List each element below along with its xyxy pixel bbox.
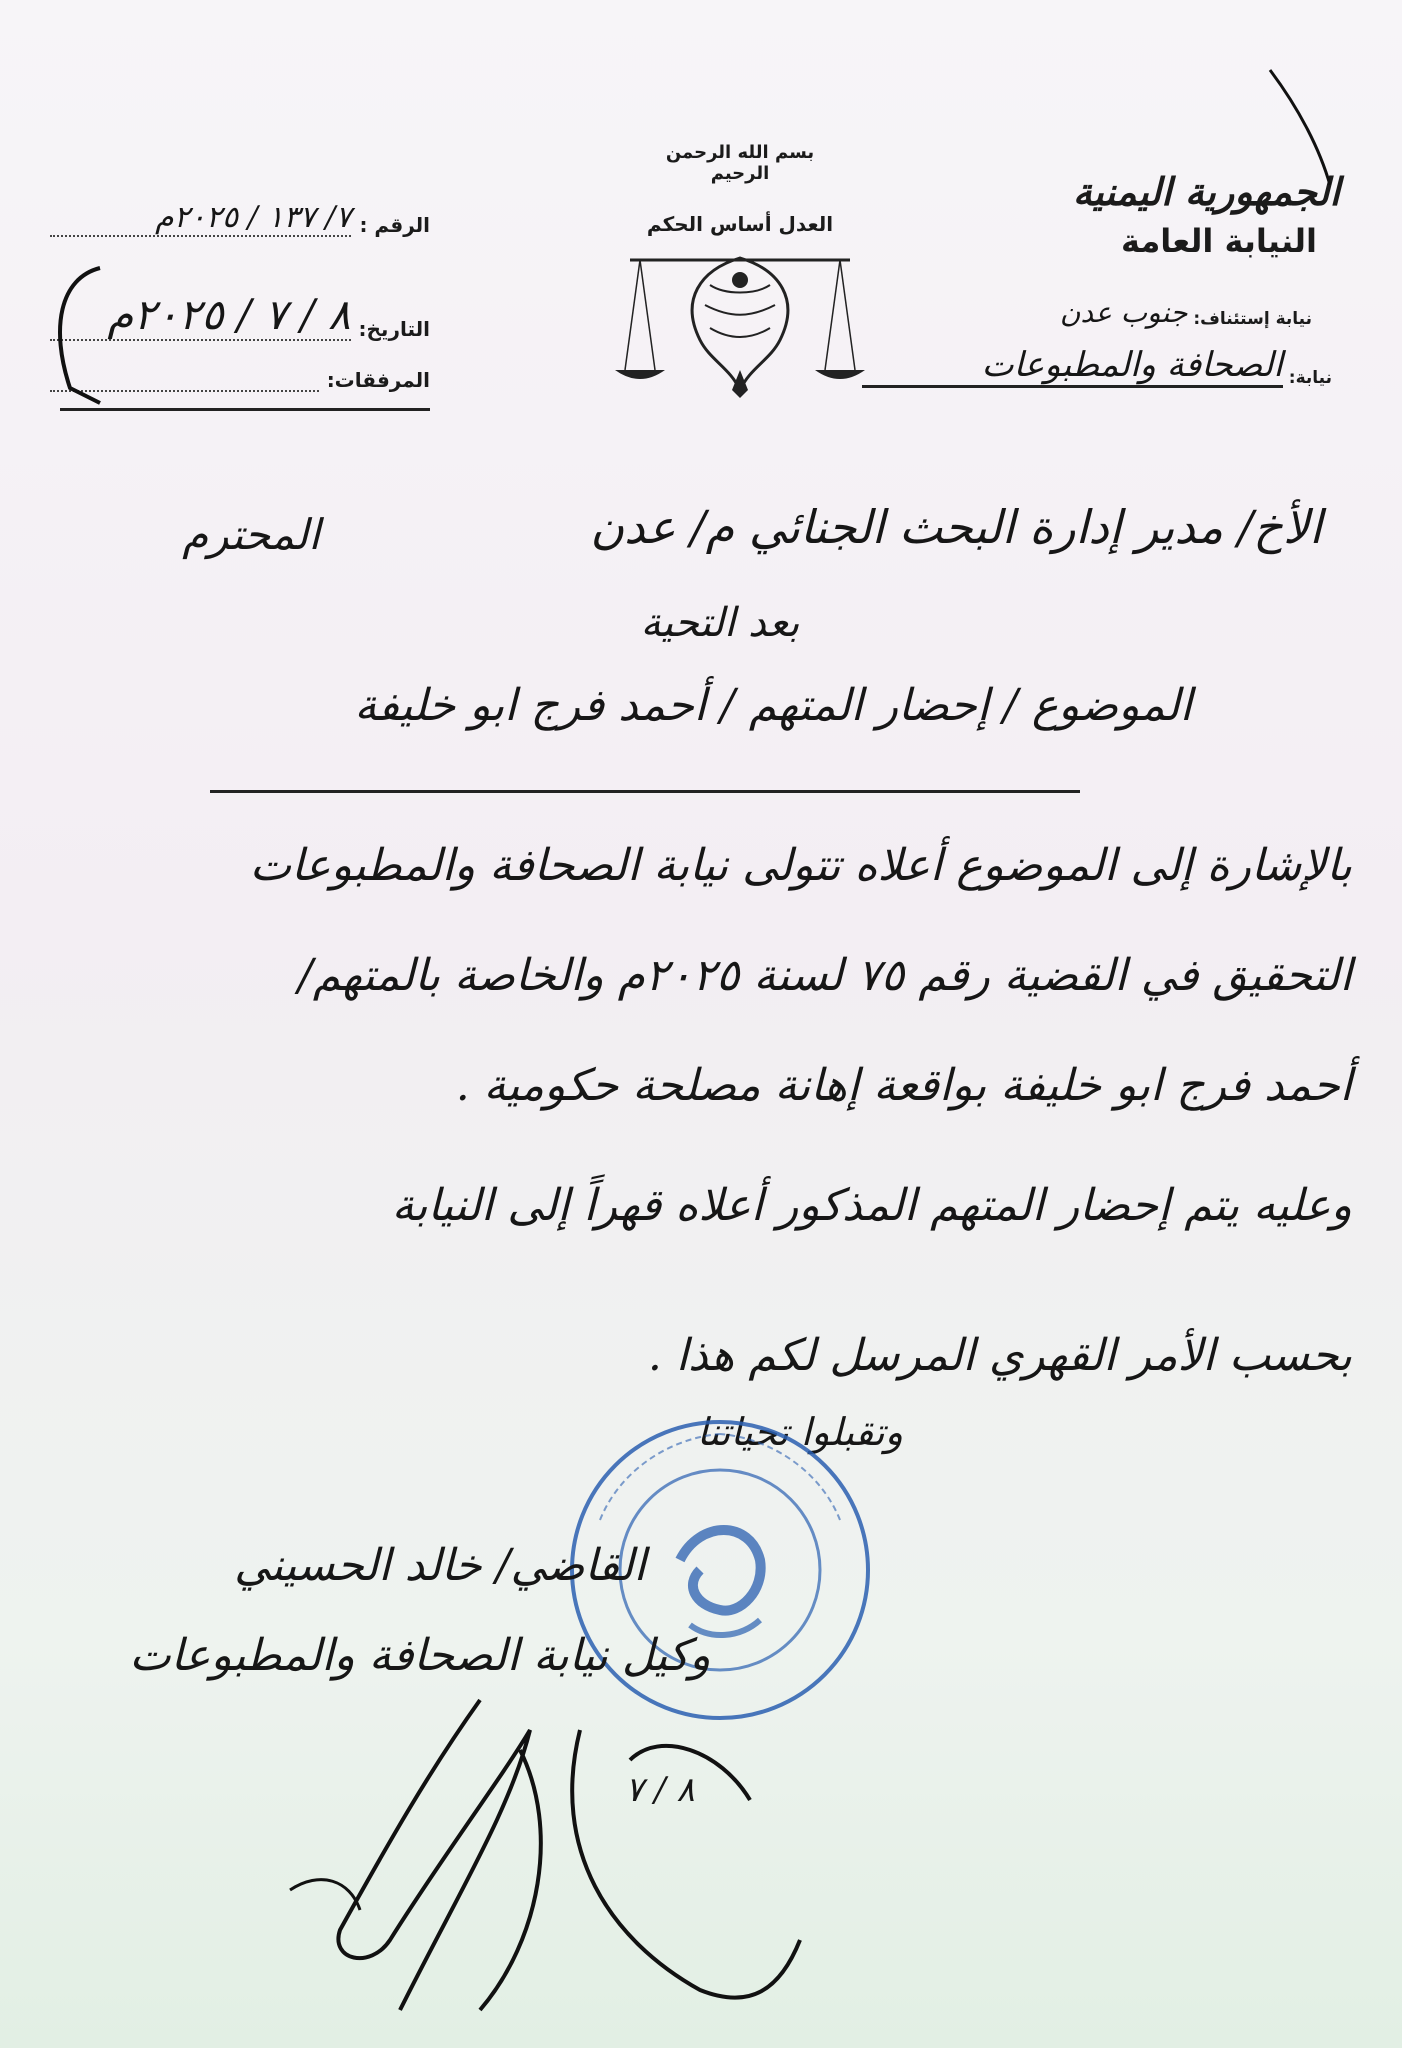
office-row [862, 345, 1332, 388]
subject-line: الموضوع / إحضار المتهم / أحمد فرج ابو خليفة [354, 680, 1192, 731]
date-value: ٨ / ٧ / ٢٠٢٥م [50, 290, 351, 341]
closing: وتقبلوا تحياتنا [696, 1410, 904, 1454]
country-title: الجمهورية اليمنية [1072, 170, 1340, 214]
recipient-line: الأخ/ مدير إدارة البحث الجنائي م/ عدن [590, 500, 1322, 554]
emblem-scales-eagle-icon [610, 240, 870, 400]
appeal-row [962, 296, 1312, 329]
office-value: الصحافة والمطبوعات [862, 345, 1283, 388]
signatory-name: القاضي/ خالد الحسيني [234, 1540, 646, 1591]
number-row [50, 200, 430, 237]
body-line: بحسب الأمر القهري المرسل لكم هذا . [647, 1330, 1352, 1381]
appeal-value: جنوب عدن [1059, 296, 1188, 329]
body-line: التحقيق في القضية رقم ٧٥ لسنة ٢٠٢٥م والخاصة بالمتهم/ [298, 950, 1352, 1001]
body-line: بالإشارة إلى الموضوع أعلاه تتولى نيابة الصحافة والمطبوعات [249, 840, 1352, 891]
motto: العدل أساس الحكم [646, 212, 834, 236]
signature-date: ٨ / ٧ [625, 1770, 695, 1810]
date-bracket-stroke [40, 258, 110, 408]
greeting: بعد التحية [640, 600, 800, 646]
date-label: التاريخ: [358, 317, 430, 341]
authority-title: النيابة العامة [1121, 222, 1317, 260]
attachments-label: المرفقات: [326, 368, 430, 392]
basmala: بسم الله الرحمن الرحيم [665, 142, 815, 184]
signature-scribble-icon [280, 1690, 840, 2030]
number-label: الرقم : [359, 213, 430, 237]
appeal-label: نيابة إستئناف: [1193, 309, 1312, 329]
subject-underline [210, 790, 1080, 793]
signatory-title: وكيل نيابة الصحافة والمطبوعات [129, 1630, 711, 1681]
header-divider [60, 408, 430, 411]
corner-pen-stroke [1260, 60, 1340, 190]
body-line: أحمد فرج ابو خليفة بواقعة إهانة مصلحة حكومية . [455, 1060, 1352, 1111]
letter-body [52, 840, 1352, 1430]
office-label: نيابة: [1288, 368, 1332, 388]
recipient-honorific: المحترم [182, 510, 320, 559]
number-value: ٧/ ١٣٧ / ٢٠٢٥م [50, 200, 351, 237]
body-line: وعليه يتم إحضار المتهم المذكور أعلاه قهراً إلى النيابة [391, 1180, 1352, 1231]
